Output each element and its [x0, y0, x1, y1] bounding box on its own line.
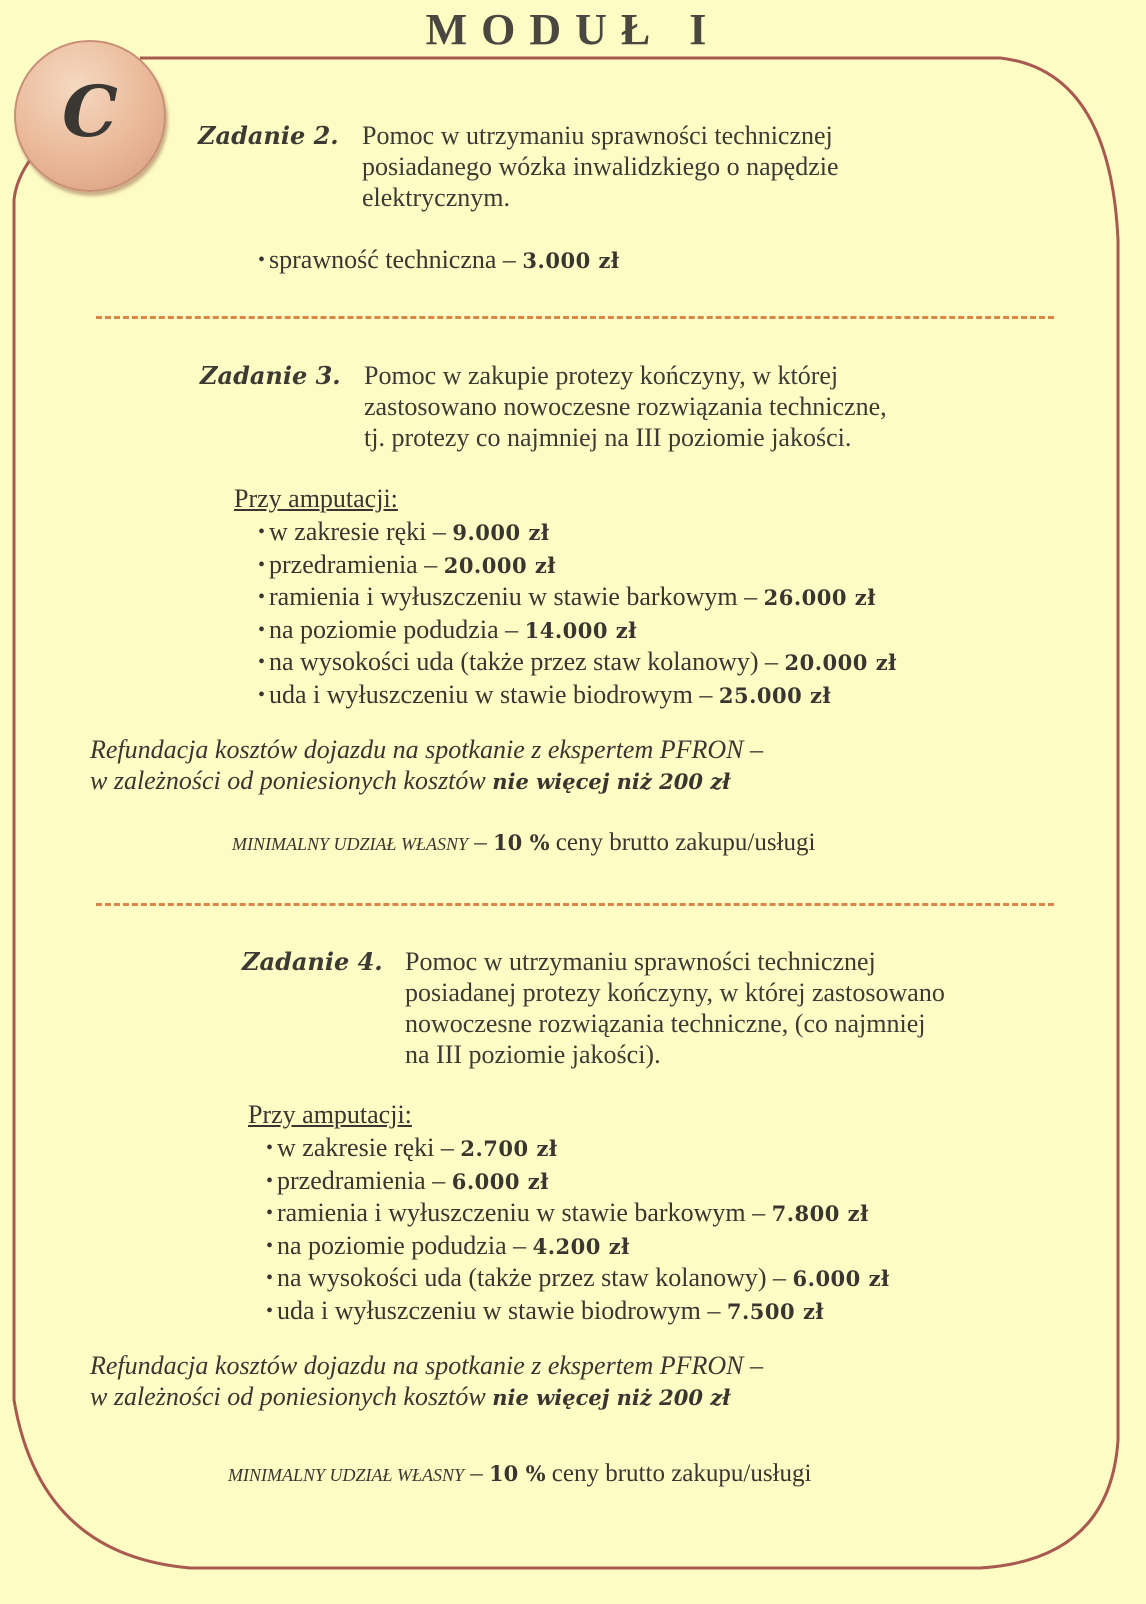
refund-text: w zależności od poniesionych kosztów: [90, 766, 493, 795]
item-amount: 26.000 zł: [763, 585, 876, 610]
task-3-subheading: Przy amputacji:: [234, 484, 398, 513]
bullet-icon: •: [258, 618, 266, 641]
task-3-item: [258, 646, 897, 679]
item-text: ramienia i wyłuszczeniu w stawie barkowym –: [277, 1198, 772, 1227]
bullet-icon: •: [266, 1137, 274, 1159]
task-3-item: [258, 679, 897, 712]
item-amount: 6.000 zł: [451, 1168, 549, 1194]
item-amount: 7.500 zł: [726, 1298, 824, 1324]
task-4-desc-line: nowoczesne rozwiązania techniczne, (co najmniej: [405, 1009, 926, 1038]
refund-limit: nie więcej niż 200 zł: [492, 1385, 731, 1410]
bullet-icon: •: [266, 1234, 274, 1257]
item-text: na wysokości uda (także przez staw kolanowy) –: [277, 1263, 793, 1292]
item-amount: 3.000 zł: [522, 248, 620, 273]
refund-text: w zależności od poniesionych kosztów: [90, 1382, 493, 1411]
task-4-item: [266, 1230, 890, 1263]
bullet-icon: •: [258, 586, 266, 608]
refund-line: Refundacja kosztów dojazdu na spotkanie z ekspertem PFRON –: [90, 1351, 764, 1380]
item-amount: 25.000 zł: [718, 682, 832, 708]
item-text: ramienia i wyłuszczeniu w stawie barkowym –: [269, 582, 764, 611]
task-4-item: [266, 1295, 890, 1328]
bullet-icon: •: [258, 651, 266, 673]
bullet-icon: •: [258, 521, 266, 543]
refund-line: [90, 765, 763, 797]
item-amount: 2.700 zł: [460, 1136, 558, 1161]
item-text: uda i wyłuszczeniu w stawie biodrowym –: [269, 679, 719, 709]
task-3-desc-line: Pomoc w zakupie protezy kończyny, w której: [364, 361, 839, 390]
task-3-items: [258, 516, 897, 711]
min-share-dash: –: [468, 829, 494, 856]
task-4-item: [266, 1262, 890, 1295]
min-share-percent: 10 %: [493, 830, 550, 855]
task-2-item: [258, 244, 620, 277]
task-2-label: Zadanie 2.: [198, 121, 339, 150]
item-amount: 14.000 zł: [524, 617, 637, 643]
item-text: na poziomie podudzia –: [269, 614, 525, 644]
bullet-icon: •: [266, 1299, 274, 1322]
frame-border: [14, 58, 1118, 1568]
item-text: przedramienia –: [277, 1165, 452, 1195]
module-title: MODUŁ I: [425, 5, 721, 54]
section-badge: [14, 40, 166, 192]
item-text: uda i wyłuszczeniu w stawie biodrowym –: [277, 1295, 727, 1325]
task-3-item: [258, 549, 897, 582]
min-share-dash: –: [464, 1460, 490, 1487]
item-text: w zakresie ręki –: [277, 1133, 461, 1162]
item-amount: 20.000 zł: [443, 552, 556, 578]
badge-letter: C: [62, 70, 118, 153]
refund-limit: nie więcej niż 200 zł: [492, 769, 731, 794]
bullet-icon: •: [258, 249, 266, 271]
item-text: przedramienia –: [269, 549, 444, 579]
refund-line: Refundacja kosztów dojazdu na spotkanie z ekspertem PFRON –: [90, 735, 764, 764]
task-4-label: Zadanie 4.: [242, 947, 383, 976]
min-share-label: MINIMALNY UDZIAŁ WŁASNY: [232, 834, 469, 854]
task-4-item: [266, 1197, 890, 1230]
task-2-description: [362, 120, 839, 213]
task-4-description: [405, 946, 945, 1070]
task-3-refund-note: [90, 734, 763, 797]
task-3-item: [258, 581, 897, 614]
task-3-label: Zadanie 3.: [200, 361, 341, 390]
task-2-desc-line: elektrycznym.: [362, 183, 510, 212]
bullet-icon: •: [266, 1169, 274, 1192]
refund-line: [90, 1381, 763, 1413]
task-3-desc-line: zastosowano nowoczesne rozwiązania techniczne,: [364, 392, 887, 421]
item-amount: 4.200 zł: [532, 1233, 630, 1259]
task-4-desc-line: Pomoc w utrzymaniu sprawności technicznej: [405, 947, 876, 976]
section-separator: [96, 903, 1054, 906]
bullet-icon: •: [258, 553, 266, 576]
section-separator: [96, 316, 1054, 319]
task-4-min-share: [228, 1460, 811, 1488]
task-4-item: [266, 1132, 890, 1165]
item-text: na wysokości uda (także przez staw kolanowy) –: [269, 647, 785, 676]
item-amount: 7.800 zł: [771, 1201, 869, 1226]
task-3-item: [258, 516, 897, 549]
item-text: sprawność techniczna –: [269, 245, 523, 274]
task-3-item: [258, 614, 897, 647]
task-4-items: [266, 1132, 890, 1327]
min-share-text: ceny brutto zakupu/usługi: [545, 1460, 812, 1487]
task-3-desc-line: tj. protezy co najmniej na III poziomie jakości.: [364, 423, 852, 452]
item-text: na poziomie podudzia –: [277, 1230, 533, 1260]
item-amount: 9.000 zł: [452, 520, 550, 545]
task-4-subheading: Przy amputacji:: [248, 1100, 412, 1129]
min-share-label: MINIMALNY UDZIAŁ WŁASNY: [228, 1465, 465, 1485]
task-4-item: [266, 1165, 890, 1198]
item-text: w zakresie ręki –: [269, 517, 453, 546]
task-2-desc-line: Pomoc w utrzymaniu sprawności technicznej: [362, 121, 833, 150]
bullet-icon: •: [266, 1202, 274, 1224]
bullet-icon: •: [266, 1267, 274, 1289]
task-4-desc-line: na III poziomie jakości).: [405, 1040, 661, 1069]
min-share-text: ceny brutto zakupu/usługi: [549, 829, 816, 856]
task-4-refund-note: [90, 1350, 763, 1413]
min-share-percent: 10 %: [489, 1461, 546, 1486]
task-4-desc-line: posiadanej protezy kończyny, w której zastosowano: [405, 978, 945, 1007]
task-3-min-share: [232, 829, 815, 857]
item-amount: 20.000 zł: [784, 650, 897, 675]
item-amount: 6.000 zł: [792, 1266, 890, 1291]
task-3-description: [364, 360, 887, 453]
bullet-icon: •: [258, 683, 266, 706]
task-2-desc-line: posiadanego wózka inwalidzkiego o napędzie: [362, 152, 839, 181]
